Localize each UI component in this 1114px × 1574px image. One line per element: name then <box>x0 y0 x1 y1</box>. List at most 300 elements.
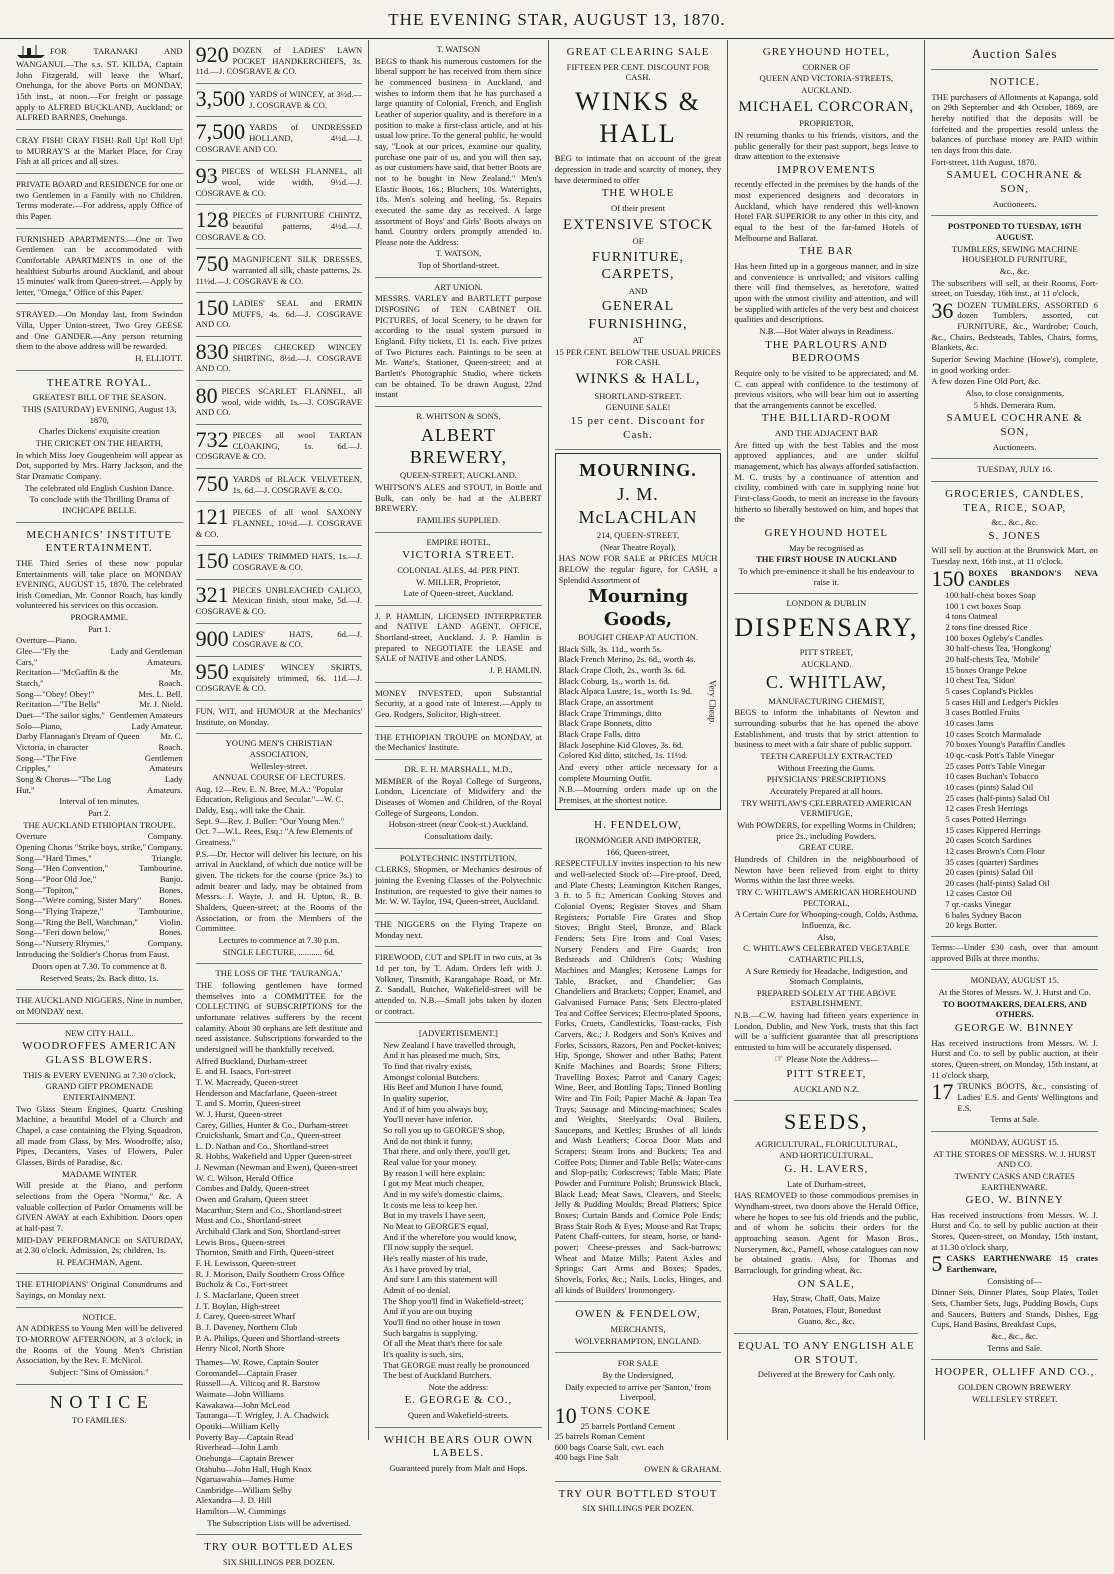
shortland-street: SHORTLAND-STREET. <box>594 390 682 401</box>
coke-number: 10 <box>554 1402 577 1428</box>
families-text: TO FAMILIES. <box>71 1415 127 1426</box>
programme-row <box>16 853 183 864</box>
furnished-ad <box>16 229 183 305</box>
casks-earthenware: CASKS EARTHENWARE 15 crates Earthenware, <box>946 1253 1098 1275</box>
extensive-stock: EXTENSIVE STOCK <box>562 216 714 233</box>
groceries-ad <box>931 482 1098 937</box>
certain-cure: A Certain Cure for Whooping-cough, Colds, Asthma, Influenza, &c. <box>734 909 919 930</box>
greyhound-title: GREYHOUND HOTEL, <box>762 46 890 58</box>
cochrane-auctioneers-2: Auctioneers. <box>992 441 1037 452</box>
poem-line: And if the wherefore you would know, <box>383 1231 517 1242</box>
cochrane-auctioneers: Auctioneers. <box>992 198 1037 209</box>
queen-victoria: QUEEN AND VICTORIA-STREETS, <box>759 73 894 84</box>
mourning-goods: Mourning Goods, <box>587 586 689 630</box>
whitson-body: WHITSON'S ALES and STOUT, in Bottle and Bulk, can only be had at the ALBERT BREWERY. <box>375 481 542 514</box>
terms-ad <box>931 937 1098 970</box>
strayed-ad <box>16 304 183 370</box>
poem-line: That GEORGE must really be pronounced <box>383 1359 530 1370</box>
hurst-stores: At the Stores of Messrs. W. J. Hurst and Co. <box>938 987 1091 998</box>
grocery-item: 30 half-chests Tea, 'Hongkong' <box>945 643 1052 654</box>
poem-line: To find that rivalry exists, <box>383 1061 473 1072</box>
whitlaw-body: BEGS to inform the inhabitants of Newton and surrounding suburbs that he has opened the above Establishment, and trusts that by strict attention to business to meet with a fair share of public support. <box>734 707 919 750</box>
auction-header <box>931 40 1098 70</box>
poem-line: Such bargains is supplying. <box>383 1327 478 1338</box>
watson-body: BEGS to thank his numerous customers for the liberal support he has received from them since he commenced business in Auckland, and wishes to inform them that he has purchased a large quantity of Colonial, French, and English Leather of superior quality, and is therefore in a position to make a first-class article, and at his usual low price. To the general public, he would say, "Look at our prices, examine our quality, purchase one pair of us, and you will then say, as our customers have said, that better Boots are not to be bought in New Zealand." Men's Elastic Boots, 16s.; Bluchers, 10s. Watertights, 18s. Men's soleing and heeling, 5s. Repairs executed the same day as received. A large assortment of Boys' and Girls' Boots always on hand. Country orders promptly attended to. Please note the Address: <box>375 55 542 247</box>
greyhound-hotel-2: GREYHOUND HOTEL <box>764 527 889 539</box>
grocery-item: 20 cases (half-pints) Salad Oil <box>945 877 1050 888</box>
programme-row <box>16 917 183 928</box>
programme-item: Song & Chorus—"The Log Hut," <box>16 773 111 795</box>
has-now: HAS NOW FOR SALE at PRICES MUCH BELOW the regular figure, for CASH, a Splendid Assortment of <box>558 553 718 585</box>
programme-item: Overture <box>16 831 47 842</box>
poem-line: So roll you up to GEORGE'S shop, <box>383 1125 505 1136</box>
programme-item: Song—"Feri down below," <box>16 927 110 938</box>
cosgrave-item <box>196 205 363 249</box>
dispensary-title: DISPENSARY, <box>734 612 919 642</box>
money-ad <box>375 683 542 727</box>
column-1 <box>10 40 189 1440</box>
empire-title: EMPIRE HOTEL, <box>426 536 491 547</box>
captain-item: Opotiki—William Kelly <box>195 1420 280 1431</box>
postponed: POSTPONED TO TUESDAY, 16TH AUGUST. <box>947 221 1082 242</box>
cosgrave-quantity: 750 <box>195 471 229 497</box>
grocery-item: 20 kegs Butter. <box>945 920 998 931</box>
glass-body: Two Glass Steam Engines, Quartz Crushing Machine, a beautiful Model of a Church and Chapel, a case containing the Flying Squadron, all made from Glass, by Mrs. Woodroffe; also, Pipes, Decanters, Vases of Flowers, Puler Glasses, Birds of Paradise, &c. <box>16 1103 183 1167</box>
poem-line: And in my wife's domestic claims, <box>383 1189 503 1199</box>
grocery-item: 25 cases Pott's Table Vinegar <box>945 760 1046 771</box>
below-usual: 15 PER CENT. BELOW THE USUAL PRICES FOR CASH. <box>555 346 721 368</box>
programme-row <box>16 689 183 700</box>
committee-name: Cruickshank, Smart and Co., Queen-street <box>195 1130 341 1141</box>
poem-line: The Shop you'll find in Wakefield-street; <box>383 1295 524 1306</box>
whitlaw-name: C. WHITLAW, <box>765 672 887 693</box>
poem-line: Of all the Meat that's there for sale <box>383 1338 503 1349</box>
grocery-item: 3 cases Bottled Fruits <box>945 707 1020 718</box>
cochrane-name-2: SAMUEL COCHRANE & SON, <box>946 412 1083 439</box>
niggers-ad <box>16 990 183 1023</box>
mourning-item: Black Crape Falls, ditto <box>558 728 641 739</box>
terms-and-sale: Terms and Sale. <box>987 1342 1043 1353</box>
horticultural: AND HORTICULTURAL. <box>779 1150 874 1161</box>
george-ad <box>375 1023 542 1428</box>
twenty-casks: TWENTY CASKS AND CRATES EARTHENWARE. <box>954 1170 1075 1192</box>
bootmakers-heading: TO BOOTMAKERS, DEALERS, AND OTHERS. <box>942 998 1087 1020</box>
committee-name: Carey, Gillies, Hunter & Co., Durham-street <box>195 1119 348 1130</box>
try-vermifuge: TRY WHITLAW'S CELEBRATED AMERICAN VERMIFUGE, <box>741 797 912 819</box>
programme-performer: Mr. C. Roach. <box>158 731 183 752</box>
programme-part1-list <box>16 635 183 795</box>
six-shillings-stout: SIX SHILLINGS PER DOZEN. <box>582 1503 694 1514</box>
grocery-item: 10 cases (pints) Salad Oil <box>945 781 1034 792</box>
column-6 <box>924 40 1104 1440</box>
poem-line: In quality superior, <box>383 1093 449 1104</box>
hurst-stores-2: AT THE STORES OF MESSRS. W. J. HURST AND CO. <box>933 1148 1097 1170</box>
programme-performer: Company. <box>147 831 183 842</box>
grocery-item: 5 cases Potted Herrings <box>945 813 1027 824</box>
grocery-item: 7 qr.-casks Vinegar <box>945 899 1012 910</box>
fendelow-title: H. FENDELOW, <box>594 819 682 832</box>
num-150: 150 <box>931 565 965 591</box>
physicians: PHYSICIANS' PRESCRIPTIONS <box>766 774 886 785</box>
mourning-item: Black Coburg, 1s., worth 1s. 6d. <box>558 675 670 686</box>
ps-text: P.S.—Dr. Hector will deliver his lecture, on his arrival in Auckland, of which due notice will be given. The tickets for the course (price 3s.) to admit bearer and lady, may be obtained from Messrs. J. Wayte, J. and H. Upton, R. B. Shalders, Queen-street; at the Rooms of the Association, or from the Members of the Committee. <box>195 848 363 934</box>
grocery-item: 10 cases Scotch Marmalade <box>945 728 1042 739</box>
the-bar-heading: THE BAR <box>799 245 854 258</box>
other-article: And every other article necessary for a complete Mourning Outfit. <box>558 761 718 783</box>
parlours-body: Require only to be visited to be appreciated; and M. C. can appeal with confidence to the testimony of previous visitors, who will bear him out in asserting that the arrangements cannot be excelled. <box>734 367 919 410</box>
poem-line: It's quality is such, sirs, <box>383 1348 464 1359</box>
theatre-charles: Charles Dickens' exquisite creation <box>38 426 160 437</box>
cosgrave-item <box>196 425 363 469</box>
theatre-title: THEATRE ROYAL. <box>46 376 152 389</box>
lecture-item: Sept. 9—Rev. J. Buller: "Our Young Men." <box>195 815 345 826</box>
poem-line: I got my Meat much cheaper, <box>383 1178 484 1189</box>
programme-row <box>16 710 183 721</box>
cosgrave-item <box>196 469 363 502</box>
ales-ad <box>196 1535 363 1573</box>
programme-item: Solo—Piano, <box>16 720 63 731</box>
captain-item: Coromandel—Captain Fraser <box>195 1367 298 1378</box>
monday-aug-2: MONDAY, AUGUST 15. <box>970 1136 1059 1147</box>
mechanics-body: THE Third Series of these now popular Entertainments will take place on MONDAY EVENING, AUGUST 15, 1870. The celebrated Irish Comedian, Mr. Connor Roach, has kindly volunteered his services on this occasion. <box>16 557 183 611</box>
programme-performer: Gentlemen Amateurs <box>109 710 183 721</box>
crayfish-text: CRAY FISH! CRAY FISH! Roll Up! Roll Up! to MURRAY'S at the Market Place, for Cray Fish at all prices and all sizes. <box>16 134 183 167</box>
programme-item: Glee—"Fly the Cars," <box>16 646 69 667</box>
grocery-item: 10 cases Buchan's Tobacco <box>945 771 1039 782</box>
lecture-item: Oct. 7—W.L. Rees, Esq.: "A few Elements of Greatness." <box>195 826 353 848</box>
address-ad <box>16 1308 183 1385</box>
advertisement-label: [ADVERTISEMENT.] <box>419 1028 498 1039</box>
grocery-item: 12 cases Castor Oil <box>945 888 1012 899</box>
coke-item: 25 barrels Portland Cement <box>580 1420 676 1431</box>
captain-item: Waimate—John Williams <box>195 1388 284 1399</box>
greyhound-auckland: AUCKLAND. <box>801 84 852 95</box>
queen-166: 166, Queen-street, <box>606 846 670 857</box>
earthenware-ad <box>931 1132 1098 1360</box>
corcoran-name: MICHAEL CORCORAN, <box>738 98 915 115</box>
city-hall-title: NEW CITY HALL. <box>65 1027 134 1038</box>
programme-performer: Bones. <box>158 927 183 938</box>
programme-performer: Mr. Roach. <box>158 667 183 689</box>
grocery-item: 10 cases Jams <box>945 717 994 728</box>
strayed-signature: H. ELLIOTT. <box>135 353 183 364</box>
city-hall-ad <box>16 1024 183 1275</box>
committee-name: B. J. Daveney, Northern Club <box>195 1321 298 1332</box>
cash-discount: 15 per cent. Discount for Cash. <box>570 414 706 441</box>
committee-name: J. Carey, Queen-street Wharf <box>195 1311 296 1322</box>
mclachlan-name: J. M. McLACHLAN <box>578 484 698 527</box>
theatre-cushion: The celebrated old English Cushion Dance. <box>24 482 174 493</box>
programme-row <box>16 938 183 949</box>
programme-row <box>16 731 183 752</box>
horehound: TRY C. WHITLAW'S AMERICAN HOREHOUND PECTORAL, <box>736 886 917 908</box>
programme-row <box>16 646 183 667</box>
cosgrave-item <box>196 381 363 425</box>
committee-name: Lewis Bros., Queen-street <box>195 1236 286 1247</box>
ethiopians-text: THE ETHIOPIANS' Original Conundrums and Sayings, on Monday next. <box>16 1279 183 1301</box>
marshall-title: DR. E. H. MARSHALL, M.D., <box>404 764 513 775</box>
by-undersigned: By the Undersigned, <box>602 1369 674 1380</box>
private-board-ad <box>16 174 183 229</box>
poem-line: And do not think it funny, <box>383 1135 473 1146</box>
programme-row <box>16 885 183 896</box>
george-name: E. GEORGE & CO., <box>404 1394 513 1407</box>
fifteen-discount: FIFTEEN PER CENT. DISCOUNT FOR CASH. <box>566 61 710 83</box>
the-whole: THE WHOLE <box>601 187 675 200</box>
programme-performer: Bones. <box>158 895 183 906</box>
cosgrave-description: DOZEN of LADIES' LAWN POCKET HANDKERCHIEFS, 3s. 11d.—J. COSGRAVE & CO. <box>195 45 363 77</box>
notice-body-6: THE purchasers of Allotments at Kapanga, sold on 29th September and 4th October, 1869, are hereby notified that the deposits will be forfeited and the properties resold unless the balances of purchase money are PAID within ten days from this date. <box>931 91 1098 156</box>
the-bar-body: Has been fitted up in a gorgeous manner, and in size and convenience is unrivalled; and visitors calling there will find themselves, as heretofore, waited upon with the utmost civility and attention, and will be supplied with articles of the very best and choicest qualities and descriptions. <box>734 261 919 325</box>
cosgrave-item <box>196 161 363 205</box>
lavers-name: G. H. LAVERS, <box>784 1163 869 1176</box>
on-sale: ON SALE, <box>797 1277 855 1290</box>
tumblers-ad <box>931 216 1098 459</box>
art-union-title: ART UNION. <box>434 281 483 292</box>
seeds-ad <box>734 1101 918 1334</box>
grocery-item: 20 cases (pints) Salad Oil <box>945 867 1034 878</box>
hamlin-ad <box>375 606 542 683</box>
guano: Guano, &c., &c. <box>797 1316 855 1327</box>
try-ales: TRY OUR BOTTLED ALES <box>204 1541 354 1554</box>
grocery-item: 15 cases Kippered Herrings <box>945 824 1041 835</box>
mourning-item: Black Alpaca Lustre, 1s., worth 1s. 9d. <box>558 686 693 697</box>
programme-item: Recitation—"McGaffin & the Starch," <box>16 667 119 689</box>
theatre-subtitle: GREATEST BILL OF THE SEASON. <box>32 392 166 403</box>
queen-214: 214, QUEEN-STREET, <box>596 530 680 541</box>
private-board-text: PRIVATE BOARD and RESIDENCE for one or two Gentlemen in a Family with no Children. Terms moderate.—For address, apply Office of this Paper. <box>16 178 183 221</box>
jones-body: Will sell by auction at the Brunswick Mart, on Tuesday next, 16th inst., at 11 o'clock. <box>931 545 1098 567</box>
committee-name: Macarthur, Stern and Co., Shortland-street <box>195 1204 342 1215</box>
poem-line: The best of Auckland Butchers. <box>383 1370 492 1381</box>
lectures-list <box>196 784 363 848</box>
cosgrave-list <box>196 40 363 701</box>
tons-coke: TONS COKE <box>580 1404 651 1417</box>
trunks-boots: TRUNKS BOOTS, &c., consisting of Ladies' E.S. and Gents' Wellingtons and E.S. <box>957 1081 1098 1113</box>
at-text: AT <box>632 335 644 345</box>
marshall-address: Hobson-street (near Cook-st.) Auckland. <box>388 819 529 830</box>
improvements-heading: IMPROVEMENTS <box>776 163 876 176</box>
num-17: 17 <box>931 1079 954 1105</box>
hooper-name: HOOPER, OLLIFF AND CO., <box>935 1366 1095 1379</box>
wellesley-street: WELLESLEY STREET. <box>971 1393 1058 1404</box>
committee-name: Owen and Graham, Queen street <box>195 1194 308 1205</box>
cosgrave-quantity: 121 <box>195 504 229 530</box>
terms-text: Terms:—Under £30 cash, over that amount approved Bills at three months. <box>931 942 1098 963</box>
greyhound-ad <box>734 40 918 594</box>
notice-heading-6: NOTICE. <box>989 76 1040 89</box>
coke-ad <box>555 1353 722 1482</box>
tuesday-ad <box>931 459 1098 482</box>
theatre-royal-ad <box>16 371 183 523</box>
programme-item: Song—"Hen Convention," <box>16 863 108 874</box>
grand-gift: GRAND GIFT PROMENADE ENTERTAINMENT. <box>45 1081 153 1102</box>
single-lecture: SINGLE LECTURE, ........... 6d. <box>222 946 335 957</box>
committee-name: J. S. Macfarlane, Queen street <box>195 1290 299 1300</box>
six-shillings-ales: SIX SHILLINGS PER DOZEN. <box>223 1557 335 1568</box>
merchants: MERCHANTS, <box>610 1323 666 1334</box>
mourning-item: Colored Kid ditto, stitched, 1s. 11½d. <box>558 750 688 761</box>
mechanics-ad <box>16 523 183 991</box>
programme-row <box>16 863 183 874</box>
hot-water: N.B.—Hot Water always in Readiness. <box>759 325 894 336</box>
coke-item: 400 bags Fine Salt <box>554 1452 619 1463</box>
programme-item: Song—"Flying Trapeze," <box>16 905 104 916</box>
programme-performer: Company. <box>147 841 183 852</box>
programme-item: Overture—Piano. <box>16 635 77 646</box>
dispensary-ad <box>734 594 918 1101</box>
committee-name: R. J. Morison, Daily Southern Cross Office <box>195 1268 345 1279</box>
nb-cw: N.B.—C.W. having had fifteen years experience in London, Dublin, and New York, trusts that this fact will be a sufficient guarantee that all prescriptions entrusted to him will be accurately dispensed. <box>734 1010 919 1053</box>
mourning-ad <box>555 453 722 810</box>
cosgrave-description: PIECES of WELSH FLANNEL, all wool, wide width, 9½d.—J. COSGRAVE & CO. <box>195 166 363 198</box>
cosgrave-item <box>196 40 363 84</box>
programme-performer: Banjo. <box>159 873 183 884</box>
and-text: AND <box>628 285 648 296</box>
firewood-ad <box>375 947 542 1023</box>
binney-body-2: Has received instructions from Messrs. W. J. Hurst and Co. to sell by public auction at their Stores, Queen-street, on Monday, 15th instant, at 11.30 o'clock sharp, <box>931 1209 1098 1252</box>
cosgrave-quantity: 7,500 <box>195 119 246 145</box>
their-present: Of their present <box>611 203 665 213</box>
committee-name: Alfred Buckland, Durham-street <box>195 1055 308 1066</box>
address-text: AN ADDRESS to Young Men will be delivered TO-MORROW AFTERNOON, at 3 o'clock, in the Rooms of the Young Men's Christian Association, by the Rev. F. McNicol. <box>16 1323 183 1366</box>
grocery-item: 35 cases (quarter) Sardines <box>945 856 1039 867</box>
subscribers: The subscribers will sell, at their Rooms, Fort-street, on Tuesday, 16th inst., at 11 o'clock, <box>931 277 1098 299</box>
general-furnishing: GENERAL FURNISHING, <box>588 299 688 332</box>
genuine-sale: GENUINE SALE! <box>605 402 671 413</box>
marshall-ad <box>375 760 542 849</box>
late-durham: Late of Durham-street, <box>787 1178 866 1189</box>
winks-body: BEG to intimate that on account of the great depression in trade and scarcity of money, they have determined to offer <box>554 153 722 185</box>
grocery-item: 70 boxes Young's Paraffin Candles <box>945 739 1065 750</box>
part1-heading: Part 1. <box>88 623 111 634</box>
programme-heading: PROGRAMME. <box>70 612 129 623</box>
ymca-title: YOUNG MEN'S CHRISTIAN ASSOCIATION, <box>225 738 333 759</box>
committee-name: R. Hobbs, Wakefield and Upper Queen-street <box>195 1151 352 1162</box>
london-dublin: LONDON & DUBLIN <box>786 598 867 609</box>
annual-course: ANNUAL COURSE OF LECTURES. <box>212 772 346 783</box>
also-close: Also, to close consignments, <box>965 388 1064 399</box>
mourning-title: MOURNING. <box>579 460 697 481</box>
part2-heading: Part 2. <box>88 807 111 818</box>
programme-item: Song—"Hard Times," <box>16 852 92 863</box>
hamlin-signature: J. P. HAMLIN. <box>489 665 542 676</box>
grocery-item: 12 cases Brown's Corn Flour <box>945 845 1045 856</box>
reserved-text: Reserved Seats, 2s. Back ditto, 1s. <box>40 972 159 983</box>
doors-text: Doors open at 7.30. To commence at 8. <box>31 961 167 972</box>
grocery-item: 100 boxes Ogleby's Candles <box>945 632 1043 643</box>
proprietor: PROPRIETOR, <box>799 118 854 129</box>
adjacent-bar: AND THE ADJACENT BAR <box>774 428 878 439</box>
programme-row <box>16 635 183 646</box>
stout-ad <box>555 1482 722 1520</box>
hay-straw: Hay, Straw, Chaff, Oats, Maize <box>772 1293 880 1304</box>
endeavour: To which pre-eminence it shall be his endeavour to raise it. <box>738 565 915 587</box>
miller-proprietor: W. MILLER, Proprietor, <box>416 576 501 587</box>
ymca-street: Wellesley-street. <box>250 760 308 771</box>
cosgrave-item <box>196 117 363 161</box>
programme-row <box>16 721 183 732</box>
which-bears: WHICH BEARS OUR OWN LABELS. <box>383 1433 534 1460</box>
grocery-item: 5 cases Hill and Ledger's Pickles <box>945 696 1059 707</box>
mourning-item: Black Crape Bonnets, ditto <box>558 718 652 729</box>
agricultural: AGRICULTURAL, FLORICULTURAL, <box>755 1138 898 1149</box>
delivered: Delivered at the Brewery for Cash only. <box>757 1369 895 1380</box>
committee-name: L. D. Nathan and Co., Shortland-street <box>195 1140 329 1151</box>
grocery-item: 100 half-chest boxes Soap <box>945 590 1036 601</box>
whitson-title: R. WHITSON & SONS, <box>416 411 501 421</box>
nb-mourning: N.B.—Mourning orders made up on the Premises, at the shortest notice. <box>558 784 718 805</box>
committee-name: P. A. Philips, Queen and Shortland-streets <box>195 1332 340 1343</box>
programme-performer: Lady Amateurs. <box>147 773 183 795</box>
programme-item: Song—"Topiton," <box>16 884 79 895</box>
programme-item: Song—"Obey! Obey!" <box>16 688 95 699</box>
programme-row <box>16 831 183 842</box>
cosgrave-description: YARDS of WINCEY, at 3½d.—J. COSGRAVE & CO. <box>249 88 363 110</box>
hhds-rum: 5 hhds. Demerara Rum. <box>973 399 1056 410</box>
owen-graham: OWEN & GRAHAM. <box>644 1464 722 1475</box>
watson-ad <box>375 40 542 278</box>
fendelow-body: RESPECTFULLY invites inspection to his new and well-selected Stock of:—Fire-proof, Deed, and Plate Chests; Leamington Kitchen Ranges, 3 ft. to 5 ft.; American Cooking Stoves and Colonial Ovens; Register Stoves and Sham Registers; Portable Fire Grates and Shop Stoves; Bright Steel, Bronze, and Black Fenders; Sets Fire Irons and Coal Vases; Nursery Fenders and Fire Guards; Iron Bedsteads and Children's Cots; Washing Machines and Mangles; Kerosene Lamps for Table, Bracket, and Chandelier; Gas Chandeliers and Brackets; Copper, Enamel, and Galvanised Furnace Pans; Sets Electro-plated Tea and Coffee Services; Electro-plated Spoons, Forks, Cruets, Candlesticks, Toast-racks, Fish Carvers, &c.; J. Rodgers and Son's Knives and Forks, Scissors, Razors, Pen and Pocket-knives; Hip, Sponge, Shower and other Baths; Patent Knife Machines and Boards; Stone Filters; Travelling Boxes; Parrot and Canary Cages; Wine, Beer, and Bottling Taps; Tinned Bottling Wire and Tin Foil; Papier Maché & Japan Tea Trays; Sausage and Mincing-machines; Scales and Weights, Steelyards; Oval Boilers, Saucepans, and Kettles; Brushes of all kinds and Wash Leathers; Cocoa Door Mats and Scrapers; Steam Irons and Buckets; Tea and Coffee Pots; Dinner and Table Bells; Water-cans and Slop-pails; Corkscrews; Table Mats; Plate Powder and Furniture Polish; Brunswick Black, Black Lead; Meat Saws, Cleavers, and Steels; Jelly & Pudding Moulds; Bread Platters; Spice Boxes; Curtain Bands and Cornice Pole Ends; Brass Stair Rods & Eyes; Mouse and Rat Traps; Patent Chaff-cutters, for steam, horse, or hand-power; Cheese-presses and Sack-barrows; Wheat and Maize Mills; Patent Axles and Springs; Cart Arms and Boxes; Spades, Shovels, Forks, &c.; Nails, Locks, Hinges, and all kinds of Builders' Ironmongery. <box>554 858 722 1295</box>
pills-body: A Sure Remedy for Headache, Indigestion, and Stomach Complaints, <box>745 965 908 987</box>
groceries-heading: GROCERIES, CANDLES, TEA, RICE, SOAP, <box>945 487 1085 514</box>
programme-item: Song—"Poor Old Joe," <box>16 873 97 884</box>
mechanics-title: MECHANICS' INSTITUTE ENTERTAINMENT. <box>26 528 173 555</box>
please-note: Please Note the Address— <box>786 1053 879 1064</box>
watson-title: T. WATSON <box>436 44 481 54</box>
cosgrave-description: YARDS of UNDRESSED HOLLAND, 4½d.—J. COSGRAVE AND CO. <box>195 122 363 154</box>
captain-item: Poverty Bay—Captain Read <box>195 1431 294 1442</box>
pitt-street: PITT STREET, <box>799 647 853 658</box>
niggers-text: THE AUCKLAND NIGGERS, Nine in number, on MONDAY next. <box>16 995 183 1017</box>
cosgrave-description: PIECES of all wool SAXONY FLANNEL, 10½d.—J. COSGRAVE & CO. <box>195 507 363 539</box>
committee-name: F. H. Lewisson, Queen-street <box>195 1258 296 1269</box>
art-union-ad <box>375 278 542 407</box>
taranaki-text: FOR TARANAKI AND WANGANUI.—The s.s. ST. KILDA, Captain John Fitzgerald, will leave the Wharf, Onehunga, for the above Ports on MONDAY, 15th inst., at noon.—For freight or passage apply to ALFRED BUCKLAND, Auckland; or ALFRED BARNES, Onehunga. <box>16 45 183 123</box>
mourning-item: Black French Merino, 2s. 6d., worth 4s. <box>558 654 696 665</box>
madame-winter: MADAME WINTER <box>62 1168 137 1179</box>
programme-row <box>16 667 183 688</box>
poem-line: As I have proved by trial, <box>383 1263 471 1274</box>
committee-name: T. W. Macready, Queen-street <box>195 1076 298 1087</box>
dozen-tumblers: DOZEN TUMBLERS, ASSORTED 6 dozen Tumblers, assorted, cut FURNITURE, &c., Wardrobe; Couch, &c., Chairs, Bedsteads, Tables, Chairs, forms, Blankets, &c. <box>931 299 1098 353</box>
clearing-sale: GREAT CLEARING SALE <box>566 46 710 58</box>
column-2 <box>189 40 369 1568</box>
cosgrave-item <box>196 624 363 657</box>
cochrane-name: SAMUEL COCHRANE & SON, <box>946 169 1083 195</box>
programme-item: Opening Chorus "Strike boys, strike," <box>16 841 147 852</box>
committee-name: T. and S. Morrin, Queen-street <box>195 1098 301 1109</box>
victoria-street: VICTORIA STREET. <box>402 549 515 562</box>
subscription-text: The Subscription Lists will be advertised. <box>207 1517 351 1528</box>
bootmakers-ad <box>931 970 1098 1132</box>
cosgrave-quantity: 93 <box>195 163 218 189</box>
cosgrave-description: PIECES SCARLET FLANNEL, all wool, wide width, 1s.—J. COSGRAVE AND CO. <box>195 386 363 418</box>
owen-fendelow: OWEN & FENDELOW, <box>575 1308 701 1321</box>
daily-expected: Daily expected to arrive per 'Santon,' from Liverpool, <box>565 1381 712 1403</box>
cosgrave-item <box>196 580 363 624</box>
programme-item: Song—"Nursery Rhymes," <box>16 937 110 948</box>
corner-of: CORNER OF <box>802 61 851 72</box>
poem-line: But in my travels I have seen, <box>383 1210 486 1221</box>
poem-line: It costs me less to keep her. <box>383 1199 478 1210</box>
coke-item: 600 bags Coarse Salt, cwt. each <box>554 1441 664 1452</box>
empire-ad <box>375 533 542 606</box>
grocery-item: 6 bales Sydney Bacon <box>945 909 1022 920</box>
cosgrave-item <box>196 293 363 337</box>
committee-names-list <box>196 1056 363 1354</box>
captain-item: Otahuhu—John Hall, Hugh Knox <box>195 1463 312 1474</box>
